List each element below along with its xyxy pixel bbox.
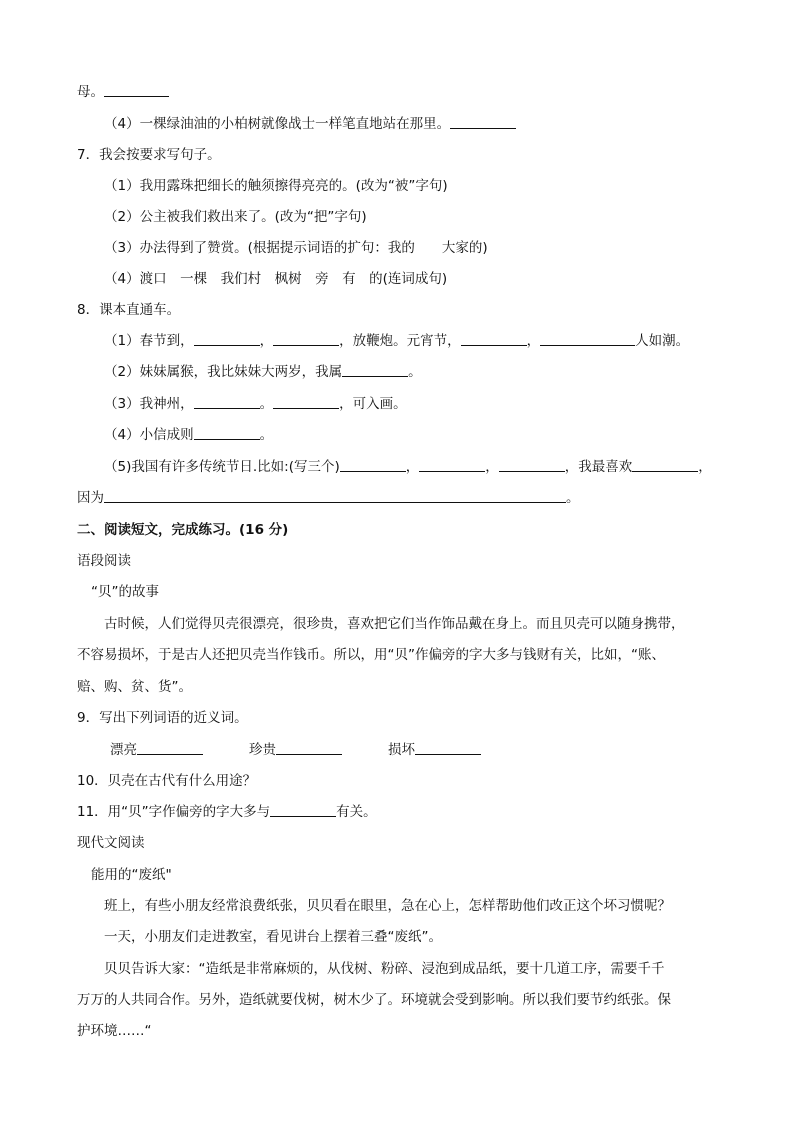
line-text: （5)我国有许多传统节日.比如:(写三个) (104, 459, 340, 475)
answer-blank[interactable] (273, 394, 339, 409)
answer-blank[interactable] (137, 740, 203, 755)
line-text: 漂亮 (110, 742, 137, 758)
passage-1-label: 语段阅读 (77, 553, 131, 569)
answer-blank[interactable] (270, 802, 336, 817)
q8-2 (104, 362, 422, 382)
passage-1-paragraph: 赔、购、贫、货”。 (77, 679, 192, 695)
passage-2-paragraph: 万万的人共同合作。另外，造纸就要伐树，树木少了。环境就会受到影响。所以我们要节约纸张。保 (77, 992, 671, 1008)
q7-heading: 7．我会按要求写句子。 (77, 147, 221, 163)
line-text: ，我最喜欢 (564, 459, 633, 475)
section-2-heading: 二、阅读短文，完成练习。(16 分) (77, 522, 289, 538)
line-text: 珍贵 (249, 742, 276, 758)
passage-2-paragraph: 贝贝告诉大家：“造纸是非常麻烦的，从伐树、粉碎、浸泡到成品纸，要十几道工序，需要千千 (104, 961, 665, 977)
q8-3 (104, 394, 407, 414)
line-text: ， (485, 459, 499, 475)
line-text: ， (698, 459, 712, 475)
q9-heading: 9．写出下列词语的近义词。 (77, 710, 248, 726)
passage-2-label: 现代文阅读 (77, 835, 145, 851)
line-text: ， (405, 459, 420, 475)
line-text: 母。 (77, 84, 104, 100)
line-text: 因为 (77, 490, 104, 506)
answer-blank[interactable] (342, 362, 408, 377)
answer-blank[interactable] (540, 331, 635, 346)
line-text: 人如潮。 (635, 333, 690, 349)
answer-blank[interactable] (419, 457, 485, 472)
line-text: 。 (259, 396, 274, 412)
line-text: （2）妹妹属猴，我比妹妹大两岁，我属 (104, 364, 343, 380)
answer-blank[interactable] (194, 394, 260, 409)
answer-blank[interactable] (194, 425, 260, 440)
answer-blank[interactable] (340, 457, 406, 472)
answer-blank[interactable] (632, 457, 698, 472)
q7-4: （4）渡口 一棵 我们村 枫树 旁 有 的(连词成句) (104, 271, 448, 287)
line-text: （4）一棵绿油油的小柏树就像战士一样笔直地站在那里。 (104, 116, 451, 132)
passage-2-paragraph: 一天，小朋友们走进教室，看见讲台上摆着三叠“废纸”。 (104, 929, 442, 945)
answer-blank[interactable] (273, 331, 339, 346)
line-text: 。 (408, 364, 422, 380)
q7-1: （1）我用露珠把细长的触须擦得亮亮的。(改为“被”字句) (104, 178, 448, 194)
line-text: （4）小信成则 (104, 427, 194, 443)
passage-2-paragraph: 护环境……“ (77, 1023, 152, 1039)
answer-blank[interactable] (276, 740, 342, 755)
q7-2: （2）公主被我们救出来了。(改为“把”字句) (104, 209, 367, 225)
passage-1-paragraph: 不容易损坏，于是古人还把贝壳当作钱币。所以，用“贝”作偏旁的字大多与钱财有关，比如，“账、 (77, 647, 665, 663)
passage-2-paragraph: 班上，有些小朋友经常浪费纸张，贝贝看在眼里，急在心上，怎样帮助他们改正这个坏习惯呢？ (104, 898, 671, 914)
answer-blank[interactable] (461, 331, 527, 346)
q8-5-reason (77, 488, 580, 508)
passage-2-title: 能用的“废纸" (91, 867, 172, 883)
line-text: ， (526, 333, 541, 349)
q6-4 (104, 114, 516, 134)
answer-blank[interactable] (450, 114, 516, 129)
q9-items (110, 740, 481, 760)
q10: 10．贝壳在古代有什么用途？ (77, 773, 257, 789)
q8-heading: 8．课本直通车。 (77, 302, 181, 318)
q8-4 (104, 425, 273, 445)
line-text: 损坏 (388, 742, 415, 758)
line-text: 11．用“贝”字作偏旁的字大多与 (77, 804, 271, 820)
answer-blank[interactable] (499, 457, 565, 472)
q8-5 (104, 457, 712, 477)
line-text: （1）春节到， (104, 333, 194, 349)
line-text: （3）我神州， (104, 396, 194, 412)
line-text: ，放鞭炮。元宵节， (339, 333, 461, 349)
answer-blank[interactable] (194, 331, 260, 346)
q11 (77, 802, 377, 822)
line-text: ， (259, 333, 274, 349)
answer-blank[interactable] (104, 488, 566, 503)
line-text: 。 (566, 490, 580, 506)
q7-3: （3）办法得到了赞赏。(根据提示词语的扩句：我的 大家的) (104, 240, 488, 256)
passage-1-paragraph: 古时候，人们觉得贝壳很漂亮，很珍贵，喜欢把它们当作饰品戴在身上。而且贝壳可以随身携带， (104, 616, 685, 632)
q8-1 (104, 331, 689, 351)
line-text: ，可入画。 (339, 396, 407, 412)
line-text: 。 (259, 427, 274, 443)
passage-1-title: “贝”的故事 (91, 584, 159, 600)
line-text: 有关。 (336, 804, 377, 820)
q6-3-continuation (77, 82, 169, 102)
answer-blank[interactable] (415, 740, 481, 755)
answer-blank[interactable] (104, 82, 169, 97)
